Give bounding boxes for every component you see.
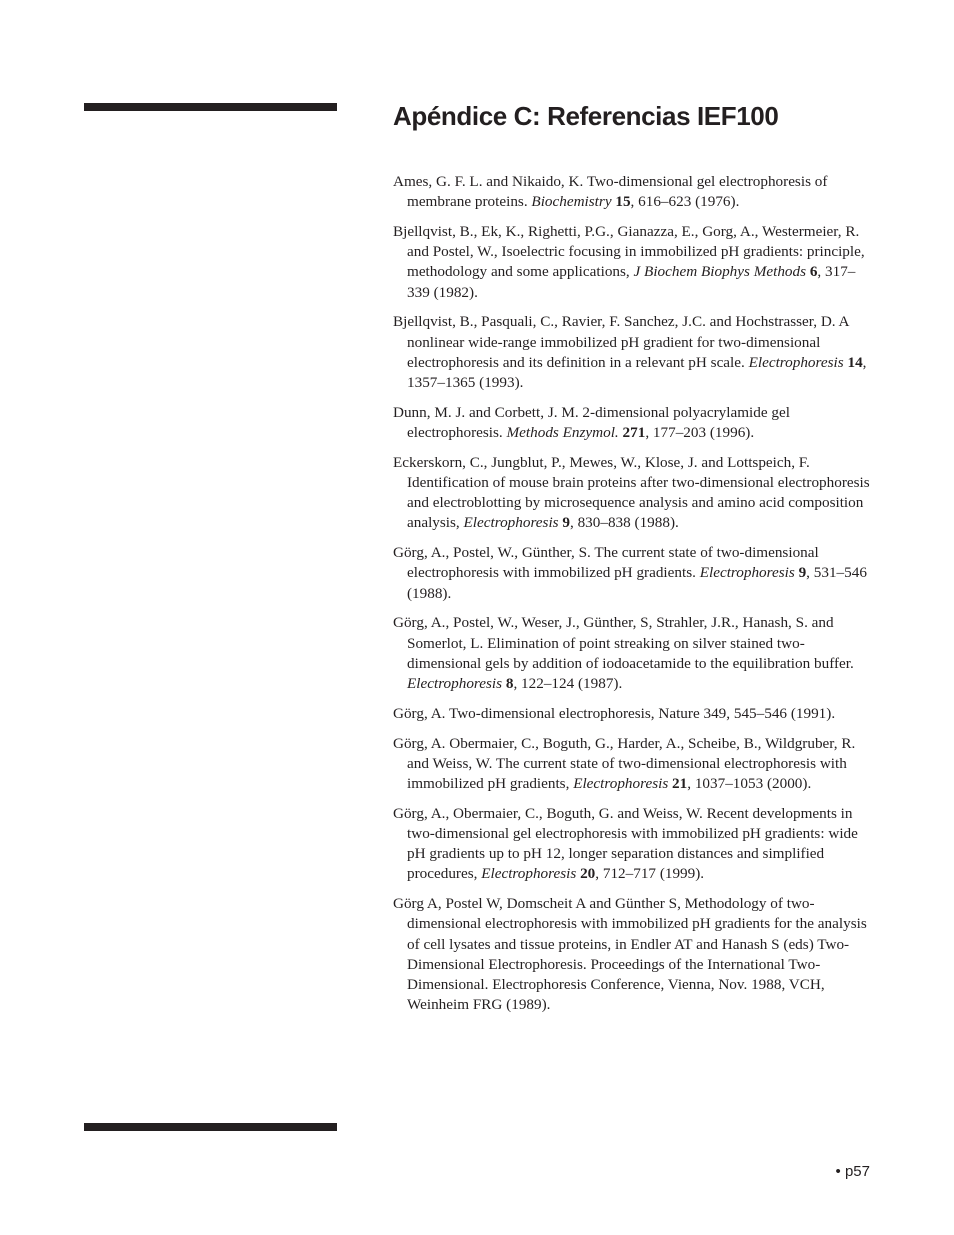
journal-name: Electrophoresis xyxy=(463,514,559,532)
volume-number: 15 xyxy=(615,193,631,211)
journal-name: Electrophoresis xyxy=(573,775,669,793)
journal-name: Electrophoresis xyxy=(481,865,577,883)
reference-entry xyxy=(393,734,871,795)
reference-text: Görg, A., Obermaier, C., Boguth, G. and Weiss, W. Recent developments in two-dimensional gel electrophoresis with immobilized pH gradients: wide pH gradients up to pH 12, longer separation distances and simplified procedures, xyxy=(393,804,858,883)
reference-entry xyxy=(393,613,871,694)
reference-text: Görg, A. Two-dimensional electrophoresis, Nature 349, 545–546 (1991). xyxy=(393,704,836,722)
reference-entry xyxy=(393,403,871,443)
volume-number: 8 xyxy=(505,675,514,693)
reference-text: Görg, A., Postel, W., Weser, J., Günther, S, Strahler, J.R., Hanash, S. and Somerlot, L. Elimination of point streaking on silver stained two-dimensional gels by addition of iodoacetamide to the equilibration buffer. xyxy=(393,614,854,672)
page-number: • p57 xyxy=(835,1163,870,1180)
reference-text: , 1037–1053 (2000). xyxy=(687,775,812,793)
reference-text: Bjellqvist, B., Ek, K., Righetti, P.G., Gianazza, E., Gorg, A., Westermeier, R. and Postel, W., Isoelectric focusing in immobilized pH gradients: principle, methodology and some applications, xyxy=(393,223,865,281)
reference-text: Eckerskorn, C., Jungblut, P., Mewes, W., Klose, J. and Lottspeich, F. Identification of mouse brain proteins after two-dimensional electrophoresis and electroblotting by microsequence analysis and amino acid composition analysis, xyxy=(393,453,870,532)
top-divider-bar xyxy=(84,103,337,111)
journal-name: Biochemistry xyxy=(531,193,612,211)
reference-entry xyxy=(393,172,871,212)
reference-text: , 317–339 (1982). xyxy=(407,263,856,301)
volume-number: 20 xyxy=(580,865,596,883)
reference-entry xyxy=(393,704,871,724)
volume-number: 9 xyxy=(798,564,807,582)
reference-text: Görg A, Postel W, Domscheit A and Günther S, Methodology of two-dimensional electrophoresis with immobilized pH gradients for the analysis of cell lysates and tissue proteins, in Endler AT and Hanash S (eds) Two-Dimensional Electrophoresis. Proceedings of the International Two-Dimensional. Electrophoresis Conference, Vienna, Nov. 1988, VCH, Weinheim FRG (1989). xyxy=(393,895,867,1014)
reference-text: Dunn, M. J. and Corbett, J. M. 2-dimensional polyacrylamide gel electrophoresis. xyxy=(393,403,790,442)
bottom-divider-bar xyxy=(84,1123,337,1131)
journal-name: Methods Enzymol. xyxy=(506,424,619,442)
volume-number: 6 xyxy=(809,263,818,281)
reference-text: Görg, A., Postel, W., Günther, S. The current state of two-dimensional electrophoresis with immobilized pH gradients. xyxy=(393,544,819,582)
reference-entry xyxy=(393,222,871,303)
journal-name: J Biochem Biophys Methods xyxy=(633,263,807,281)
reference-entry xyxy=(393,312,871,393)
volume-number: 271 xyxy=(622,424,646,442)
reference-entry xyxy=(393,543,871,604)
reference-entry xyxy=(393,804,871,885)
volume-number: 21 xyxy=(672,775,688,793)
reference-list xyxy=(393,172,871,1025)
reference-text: Bjellqvist, B., Pasquali, C., Ravier, F. Sanchez, J.C. and Hochstrasser, D. A nonlinear wide-range immobilized pH gradient for two-dimensional electrophoresis and its definition in a relevant pH scale. xyxy=(393,313,849,371)
reference-text: , 1357–1365 (1993). xyxy=(407,353,867,392)
journal-name: Electrophoresis xyxy=(407,675,503,693)
reference-text: , 616–623 (1976). xyxy=(630,193,740,211)
journal-name: Electrophoresis xyxy=(699,564,795,582)
reference-entry xyxy=(393,894,871,1015)
reference-text: , 830–838 (1988). xyxy=(569,514,679,532)
volume-number: 14 xyxy=(847,353,863,371)
volume-number: 9 xyxy=(562,514,570,532)
reference-text: , 531–546 (1988). xyxy=(407,564,867,602)
journal-name: Electrophoresis xyxy=(748,353,844,371)
reference-text: Görg, A. Obermaier, C., Boguth, G., Harder, A., Scheibe, B., Wildgruber, R. and Weiss, W. The current state of two-dimensional electrophoresis with immobilized pH gradients, xyxy=(393,734,856,793)
reference-text: , 712–717 (1999). xyxy=(595,865,705,883)
reference-entry xyxy=(393,453,871,534)
reference-text: Ames, G. F. L. and Nikaido, K. Two-dimensional gel electrophoresis of membrane proteins. xyxy=(393,173,828,211)
reference-text: , 122–124 (1987). xyxy=(513,675,623,693)
page-title: Apéndice C: Referencias IEF100 xyxy=(393,101,779,131)
reference-text: , 177–203 (1996). xyxy=(645,424,755,442)
